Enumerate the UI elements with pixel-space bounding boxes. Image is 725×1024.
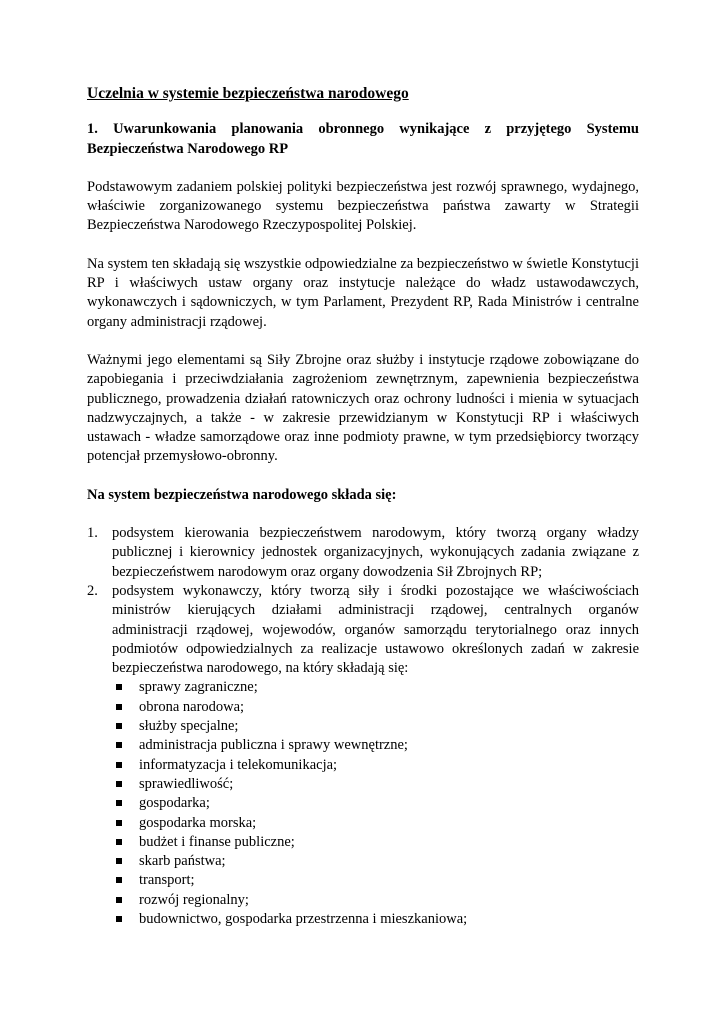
bullet-text: sprawy zagraniczne; (139, 679, 258, 696)
bullet-text: rozwój regionalny; (139, 891, 249, 908)
square-bullet-icon (116, 877, 122, 883)
square-bullet-icon (116, 858, 122, 864)
numbered-list-item (87, 524, 639, 582)
bullet-text: gospodarka; (139, 795, 210, 812)
square-bullet-icon (116, 684, 122, 690)
bullet-list-item (112, 871, 639, 890)
bullet-text: budownictwo, gospodarka przestrzenna i mieszkaniowa; (139, 910, 468, 927)
section-heading: 1. Uwarunkowania planowania obronnego wynikające z przyjętego Systemu Bezpieczeństwa Narodowego RP (87, 121, 639, 157)
square-bullet-icon (116, 742, 122, 748)
square-bullet-icon (116, 820, 122, 826)
bullet-text: służby specjalne; (139, 718, 239, 735)
bullet-list-item (112, 678, 639, 697)
document-page (87, 84, 639, 929)
list-number: 2. (87, 582, 98, 599)
bullet-list-item (112, 891, 639, 910)
bullet-list-item (112, 717, 639, 736)
bullet-list-item (112, 814, 639, 833)
square-bullet-icon (116, 723, 122, 729)
square-bullet-icon (116, 762, 122, 768)
bullet-text: obrona narodowa; (139, 698, 245, 715)
bullet-list-item (112, 736, 639, 755)
bullet-text: administracja publiczna i sprawy wewnętrzne; (139, 737, 408, 754)
square-bullet-icon (116, 897, 122, 903)
square-bullet-icon (116, 704, 122, 710)
paragraph: Na system ten składają się wszystkie odpowiedzialne za bezpieczeństwo w świetle Konstytucji RP i właściwych ustaw organy oraz instytucje należące do władz ustawodawczych, wykonawczych i sądowniczych, w tym Parlament, Prezydent RP, Rada Ministrów i centralne organy administracji rządowej. (87, 255, 639, 330)
square-bullet-icon (116, 781, 122, 787)
list-number: 1. (87, 525, 98, 542)
square-bullet-icon (116, 800, 122, 806)
document-title: Uczelnia w systemie bezpieczeństwa narodowego (87, 85, 409, 102)
bullet-list-item (112, 910, 639, 929)
bullet-text: skarb państwa; (139, 853, 226, 870)
square-bullet-icon (116, 916, 122, 922)
bullet-list-item (112, 698, 639, 717)
bullet-list-item (112, 775, 639, 794)
bullet-list-item (112, 756, 639, 775)
bullet-list-item (112, 794, 639, 813)
numbered-list-item (87, 582, 639, 929)
list-item-text: podsystem kierowania bezpieczeństwem narodowym, który tworzą organy władzy publicznej i kierownicy jednostek organizacyjnych, wykonujących zadania związane z bezpieczeństwem narodowym oraz organy dowodzenia Sił Zbrojnych RP; (112, 525, 639, 580)
bullet-text: sprawiedliwość; (139, 775, 234, 792)
bullet-list (112, 678, 639, 929)
bullet-text: budżet i finanse publiczne; (139, 833, 295, 850)
list-item-text: podsystem wykonawczy, który tworzą siły i środki pozostające we właściwościach ministrów kierujących działami administracji rządowej, centralnych organów administracji rządowej, wojewodów, organów samorządu terytorialnego oraz innych podmiotów odpowiedzialnych za realizacje ustawowo określonych zadań w zakresie bezpieczeństwa narodowego, na który składają się: (112, 582, 639, 677)
square-bullet-icon (116, 839, 122, 845)
numbered-list (87, 524, 639, 929)
paragraph: Ważnymi jego elementami są Siły Zbrojne oraz służby i instytucje rządowe zobowiązane do zapobiegania i przeciwdziałania zagrożeniom zewnętrznym, zapewnienia bezpieczeństwa publicznego, prowadzenia działań ratowniczych oraz ochrony ludności i mienia w sytuacjach nadzwyczajnych, a także - w zakresie przewidzianym w Konstytucji RP i właściwych ustawach - władze samorządowe oraz inne podmioty prawne, w tym przedsiębiorcy tworzący potencjał przemysłowo-obronny. (87, 351, 639, 465)
bullet-text: informatyzacja i telekomunikacja; (139, 756, 338, 773)
bullet-list-item (112, 852, 639, 871)
bullet-text: transport; (139, 872, 195, 889)
bullet-text: gospodarka morska; (139, 814, 257, 831)
sub-heading: Na system bezpieczeństwa narodowego składa się: (87, 486, 397, 503)
paragraph: Podstawowym zadaniem polskiej polityki bezpieczeństwa jest rozwój sprawnego, wydajnego, właściwie zorganizowanego systemu bezpieczeństwa państwa zawarty w Strategii Bezpieczeństwa Narodowego Rzeczypospolitej Polskiej. (87, 178, 639, 234)
bullet-list-item (112, 833, 639, 852)
